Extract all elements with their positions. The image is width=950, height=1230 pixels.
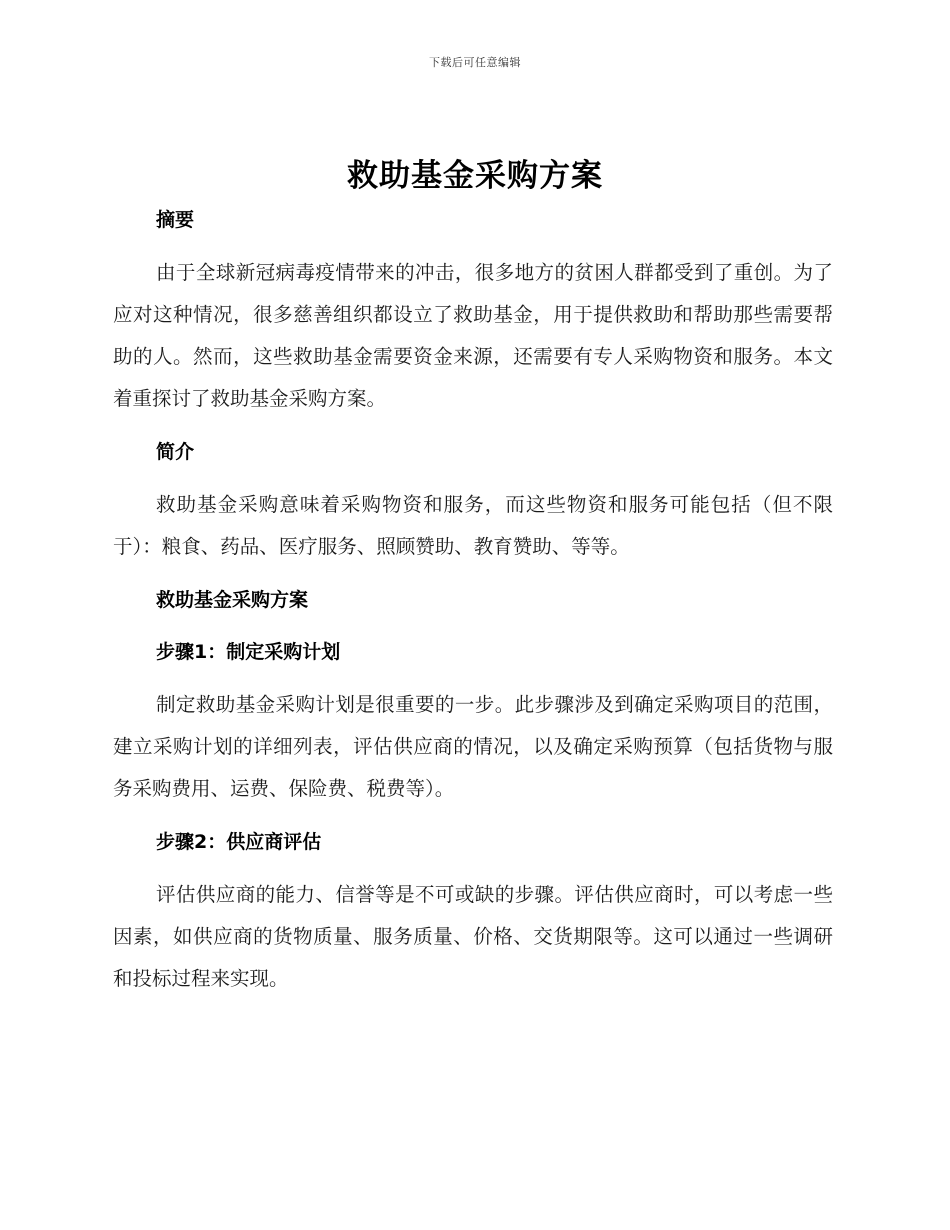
document-body — [113, 200, 833, 1000]
paragraph-step2: 评估供应商的能力、信誉等是不可或缺的步骤。评估供应商时，可以考虑一些因素，如供应商的货物质量、服务质量、价格、交货期限等。这可以通过一些调研和投标过程来实现。 — [113, 883, 833, 990]
heading-step2: 步骤2：供应商评估 — [156, 831, 322, 853]
heading-intro: 简介 — [156, 441, 195, 463]
heading-step1: 步骤1：制定采购计划 — [156, 641, 341, 663]
document-title: 救助基金采购方案 — [347, 158, 603, 194]
header-note: 下载后可任意编辑 — [429, 56, 521, 69]
paragraph-intro: 救助基金采购意味着采购物资和服务，而这些物资和服务可能包括（但不限于）：粮食、药品、医疗服务、照顾赞助、教育赞助、等等。 — [113, 493, 833, 558]
heading-abstract: 摘要 — [156, 209, 195, 231]
heading-plan: 救助基金采购方案 — [156, 589, 309, 611]
paragraph-step1: 制定救助基金采购计划是很重要的一步。此步骤涉及到确定采购项目的范围，建立采购计划的详细列表，评估供应商的情况，以及确定采购预算（包括货物与服务采购费用、运费、保险费、税费等）。 — [113, 693, 833, 800]
paragraph-abstract: 由于全球新冠病毒疫情带来的冲击，很多地方的贫困人群都受到了重创。为了应对这种情况，很多慈善组织都设立了救助基金，用于提供救助和帮助那些需要帮助的人。然而，这些救助基金需要资金来源，还需要有专人采购物资和服务。本文着重探讨了救助基金采购方案。 — [113, 261, 833, 410]
